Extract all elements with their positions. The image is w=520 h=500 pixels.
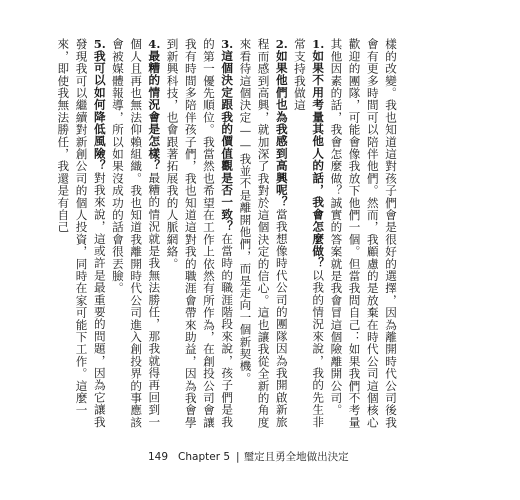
paragraph-item-5: [54, 38, 109, 430]
item-text: 最糟的情況就是我無法勝任，那我就得再回到一個人且再也無法仰賴組織。我也知道我離開時代公司進入創投界的事應該會被媒體報導，所以如果沒成功的話會很丟臉。: [110, 38, 162, 429]
item-text: 在當時的職涯階段來說，孩子們是我的第一優先順位。我當然也希望在工作上依然有所作為，在創投公司會讓我有時間多陪伴孩子們，我也知道這對我的職涯會帶來助益，因為我會學到新興科技，也會跟著拓展我的人脈網絡。: [165, 38, 235, 429]
paragraph-item-3: [163, 38, 236, 430]
paragraph-intro: [327, 38, 400, 430]
item-text: 對我來說，這或許是最重要的問題，因為它讓我發現我可以繼續對新創公司的個人投資，同時在家可能下工作。這麼一來，即使我無法勝任，我還是有自己: [56, 38, 107, 428]
item-text: 當我想像時代公司的團隊因為我開啟新旅程而感到高興，就加深了我對於這個決定的信心。這也讓我從全新的角度來看待這個決定——我並不是離開他們，而是走向一個新契機。: [238, 38, 289, 429]
item-number: 3.: [221, 38, 234, 50]
item-text: 以我的情況來說，我的先生非常支持我做這: [292, 38, 326, 428]
page-number: 149: [148, 451, 169, 463]
item-number: 5.: [93, 38, 106, 50]
item-title: 這個決定跟我的價值觀是否一致？: [220, 49, 235, 233]
item-number: 4.: [148, 38, 161, 50]
paragraph-item-4: [109, 38, 164, 430]
paragraph-item-1: [291, 38, 327, 430]
paragraph-item-2: [236, 38, 291, 430]
chapter-title: 璽定且勇全地做出決定: [243, 451, 349, 463]
item-number: 1.: [312, 38, 325, 50]
item-title: 我可以如何降低風險？: [92, 49, 107, 172]
item-number: 2.: [275, 38, 288, 50]
page-footer: [148, 449, 349, 464]
item-title: 最糟的情況會是怎樣？: [147, 49, 162, 172]
chapter-label: Chapter 5: [178, 451, 231, 463]
item-title: 如果他們也為我感到高興呢？: [274, 49, 289, 209]
vertical-text-block: [54, 38, 400, 430]
footer-separator: |: [236, 451, 240, 463]
item-title: 如果不用考量其他人的話，我會怎麼做？: [311, 49, 326, 270]
paragraph-text: 樣的改變。我也知道這對孩子們會是很好的選擇，因為離開時代公司後我會有更多時間可以陪伴他們。然而，我顧慮的是放棄在時代公司這個核心歡迎的團隊，可能會像我放下他們一個。但當我問自己：如果我們不考量其他因素的話，我會怎麼做？誠實的答案就是我會冒這個險離開公司。: [329, 38, 398, 429]
